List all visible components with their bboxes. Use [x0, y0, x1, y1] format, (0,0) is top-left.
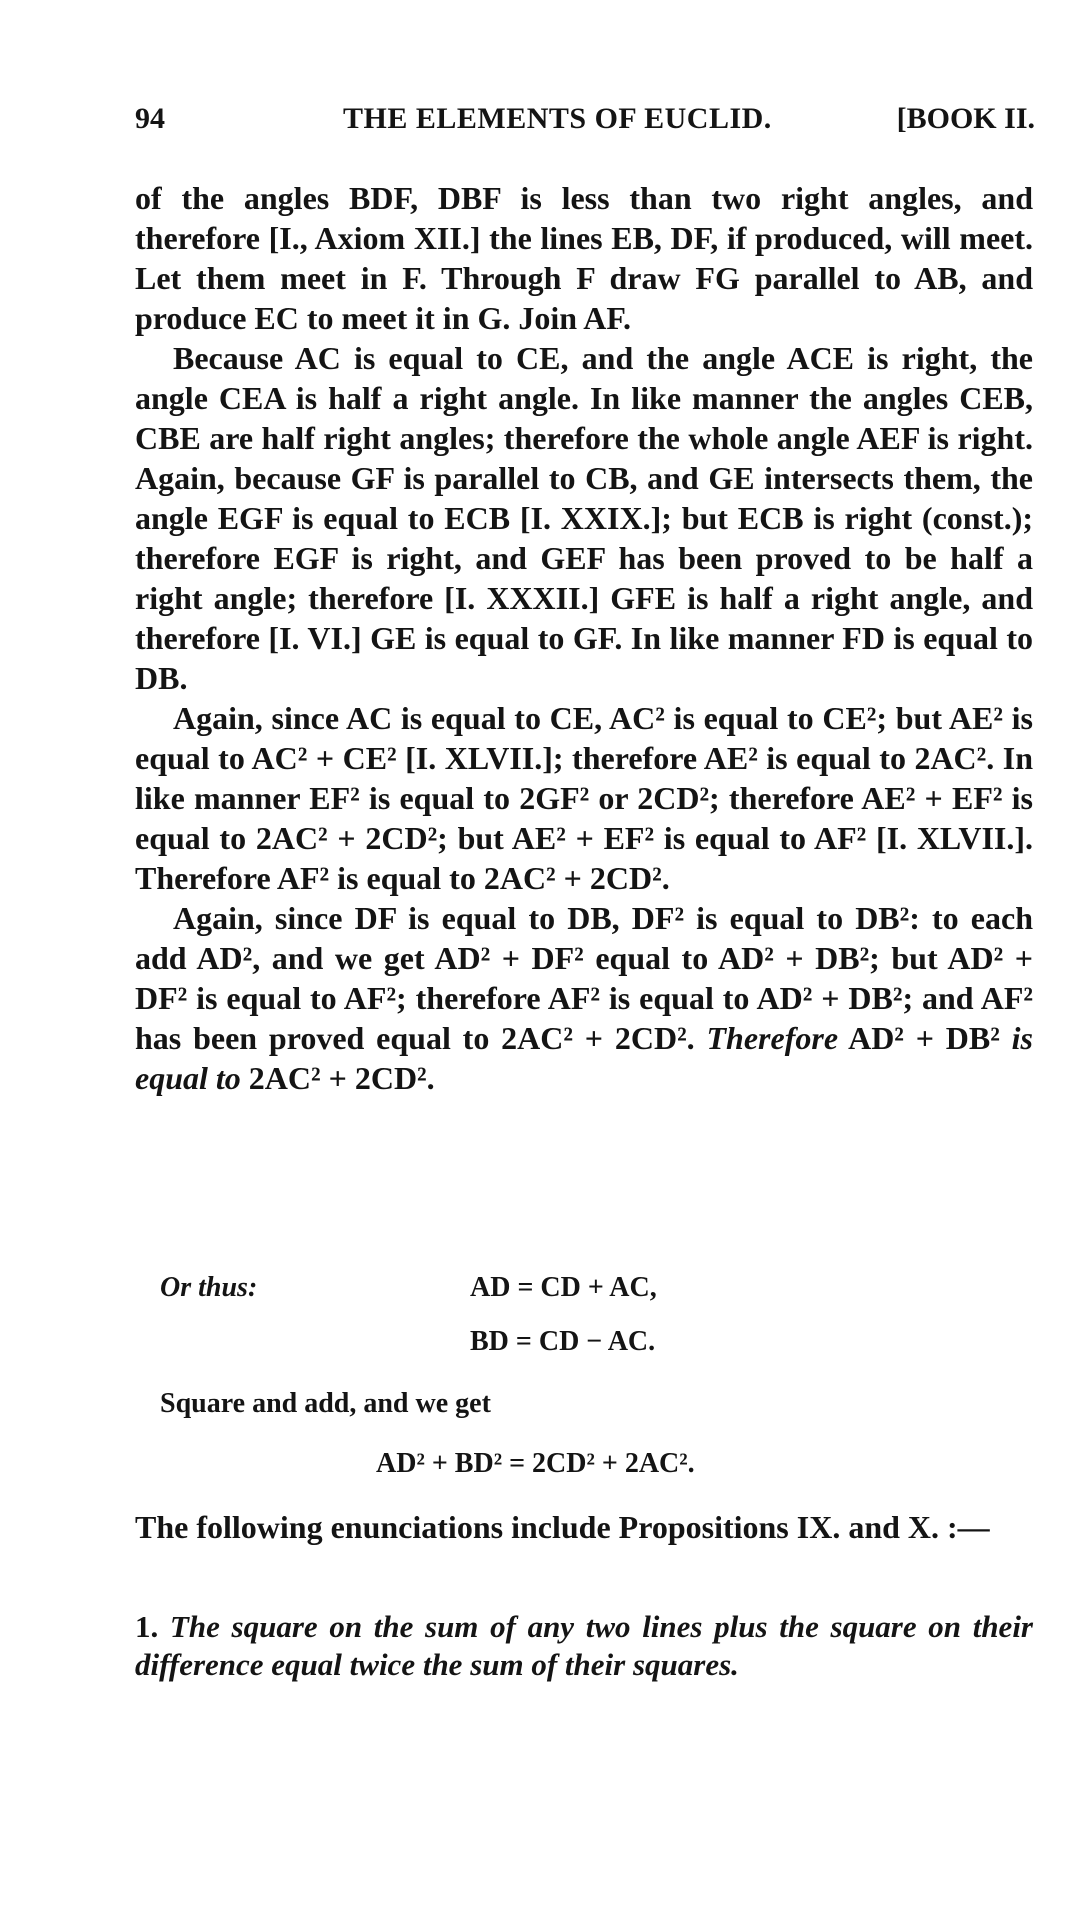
proposition-1	[135, 1608, 1033, 1684]
paragraph-again-ac: Again, since AC is equal to CE, AC² is equal to CE²; but AE² is equal to AC² + CE² [I. XLVII.]; therefore AE² is equal to 2AC². In like manner EF² is equal to 2GF² or 2CD²; therefore AE² + EF² is equal to 2AC² + 2CD²; but AE² + EF² is equal to AF² [I. XLVII.]. Therefore AF² is equal to 2AC² + 2CD².	[135, 700, 1033, 896]
paragraph-because: Because AC is equal to CE, and the angle ACE is right, the angle CEA is half a right angle. In like manner the angles CEB, CBE are half right angles; therefore the whole angle AEF is right. Again, because GF is parallel to CB, and GE intersects them, the angle EGF is equal to ECB [I. XXIX.]; but ECB is right (const.); therefore EGF is right, and GEF has been proved to be half a right angle; therefore [I. XXXII.] GFE is half a right angle, and therefore [I. VI.] GE is equal to GF. In like manner FD is equal to DB.	[135, 340, 1033, 696]
running-title: THE ELEMENTS OF EUCLID.	[343, 102, 772, 135]
body-text	[135, 178, 1033, 1098]
book-label: [BOOK II.	[896, 102, 1035, 135]
equation-ad: AD = CD + AC,	[470, 1272, 657, 1303]
page-number: 94	[135, 102, 165, 135]
conclusion-therefore: Therefore	[706, 1020, 839, 1056]
conclusion-rhs: 2AC² + 2CD².	[240, 1060, 435, 1096]
running-header	[135, 102, 1035, 142]
paragraph-again-df-text: Again, since DF is equal to DB, DF² is equal to DB²: to each add AD², and we get AD² + DF² equal to AD² + DB²; but AD² + DF² is equal to AF²; therefore AF² is equal to AD² + DB²; and AF² has been proved equal to 2AC² + 2CD².	[135, 900, 1033, 1056]
paragraph-continuation: of the angles BDF, DBF is less than two right angles, and therefore [I., Axiom XII.] the lines EB, DF, if produced, will meet. Let them meet in F. Through F draw FG parallel to AB, and produce EC to meet it in G. Join AF.	[135, 180, 1033, 336]
square-and-add-text: Square and add, and we get	[160, 1388, 491, 1419]
final-equation: AD² + BD² = 2CD² + 2AC².	[376, 1448, 695, 1479]
enunciations-note: The following enunciations include Propositions IX. and X. :—	[135, 1509, 990, 1545]
or-thus-label: Or thus:	[160, 1272, 258, 1303]
conclusion-is-equal-to: is equal to	[135, 1020, 1033, 1096]
proposition-number: 1.	[135, 1609, 159, 1644]
proposition-text: The square on the sum of any two lines plus the square on their difference equal twice the sum of their squares.	[135, 1609, 1033, 1682]
equation-bd: BD = CD − AC.	[470, 1326, 656, 1357]
paragraph-again-df	[135, 898, 1033, 1098]
conclusion-lhs: AD² + DB²	[838, 1020, 1012, 1056]
alternative-proof	[160, 1272, 1020, 1372]
